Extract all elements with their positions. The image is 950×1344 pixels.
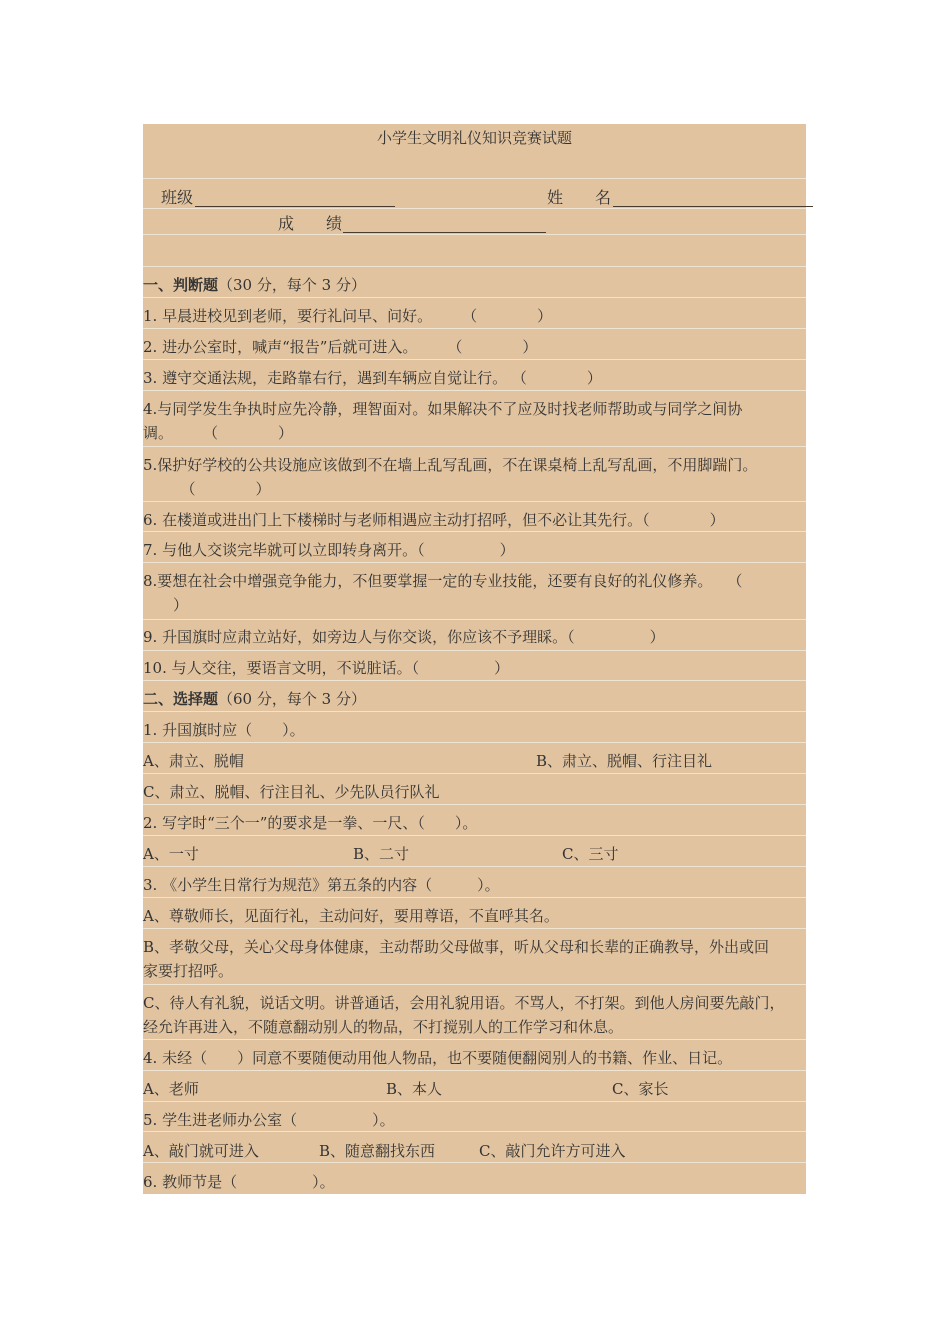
rule-line	[143, 680, 806, 681]
question-text: 1. 升国旗时应（ ）。	[143, 721, 305, 739]
option-text: B、肃立、脱帽、行注目礼	[536, 752, 713, 770]
question-text: （ ）	[143, 480, 271, 498]
option-text: A、肃立、脱帽	[143, 752, 244, 770]
option-text: C、三寸	[562, 845, 619, 863]
question-text: 1. 早晨进校见到老师，要行礼问早、问好。 （ ）	[143, 307, 553, 325]
rule-line	[143, 390, 806, 391]
rule-line	[143, 562, 806, 563]
rule-line	[143, 446, 806, 447]
rule-line	[143, 773, 806, 774]
class-label: 班级	[161, 188, 194, 207]
section-title: 一、判断题	[143, 276, 219, 294]
question-text: 8.要想在社会中增强竞争能力，不但要掌握一定的专业技能，还要有良好的礼仪修养。 （	[143, 572, 743, 590]
section-heading	[143, 689, 366, 709]
rule-line	[143, 1070, 806, 1071]
option-text: A、敲门就可进入	[143, 1142, 259, 1160]
option-text: B、孝敬父母，关心父母身体健康，主动帮助父母做事，听从父母和长辈的正确教导，外出或回	[143, 938, 770, 956]
question-text: 6. 教师节是（ ）。	[143, 1173, 335, 1191]
option-text: B、二寸	[353, 845, 410, 863]
rule-line	[143, 804, 806, 805]
name-input-line[interactable]	[613, 206, 813, 207]
rule-line	[143, 650, 806, 651]
option-text: A、一寸	[143, 845, 199, 863]
section-title: 二、选择题	[143, 690, 219, 708]
rule-line	[143, 928, 806, 929]
exam-sheet	[143, 124, 806, 1194]
rule-line	[143, 234, 806, 235]
score-label: 成 绩	[278, 214, 343, 233]
question-text: 4.与同学发生争执时应先冷静，理智面对。如果解决不了应及时找老师帮助或与同学之间协	[143, 400, 743, 418]
rule-line	[143, 897, 806, 898]
rule-line	[143, 619, 806, 620]
option-text: B、本人	[386, 1080, 443, 1098]
rule-line	[143, 297, 806, 298]
option-text: C、待人有礼貌，说话文明。讲普通话，会用礼貌用语。不骂人，不打架。到他人房间要先敲门，	[143, 994, 785, 1012]
section-note: （30 分，每个 3 分）	[218, 276, 366, 294]
option-text: C、肃立、脱帽、行注目礼、少先队员行队礼	[143, 783, 440, 801]
section-heading	[143, 275, 366, 295]
option-text: 经允许再进入，不随意翻动别人的物品，不打搅别人的工作学习和休息。	[143, 1018, 624, 1036]
option-text: A、老师	[143, 1080, 199, 1098]
question-text: 4. 未经（ ）同意不要随便动用他人物品，也不要随便翻阅别人的书籍、作业、日记。	[143, 1049, 733, 1067]
option-text: C、敲门允许方可进入	[479, 1142, 626, 1160]
rule-line	[143, 1162, 806, 1163]
question-text: 10. 与人交往，要语言文明，不说脏话。（ ）	[143, 659, 510, 677]
option-text: C、家长	[612, 1080, 669, 1098]
rule-line	[143, 1101, 806, 1102]
question-text: 调。 （ ）	[143, 424, 294, 442]
score-input-line[interactable]	[343, 232, 546, 233]
option-text: B、随意翻找东西	[319, 1142, 436, 1160]
question-text: 3. 《小学生日常行为规范》第五条的内容（ ）。	[143, 876, 500, 894]
question-text: 7. 与他人交谈完毕就可以立即转身离开。（ ）	[143, 541, 515, 559]
rule-line	[143, 1131, 806, 1132]
rule-line	[143, 1039, 806, 1040]
rule-line	[143, 866, 806, 867]
page-title: 小学生文明礼仪知识竞赛试题	[376, 129, 572, 147]
section-note: （60 分，每个 3 分）	[218, 690, 366, 708]
option-text: 家要打招呼。	[143, 962, 234, 980]
rule-line	[143, 742, 806, 743]
option-text: A、尊敬师长，见面行礼，主动问好，要用尊语，不直呼其名。	[143, 907, 559, 925]
rule-line	[143, 835, 806, 836]
question-text: 5.保护好学校的公共设施应该做到不在墙上乱写乱画，不在课桌椅上乱写乱画，不用脚踹门。	[143, 456, 758, 474]
rule-line	[143, 178, 806, 179]
rule-line	[143, 328, 806, 329]
rule-line	[143, 501, 806, 502]
rule-line	[143, 984, 806, 985]
rule-line	[143, 711, 806, 712]
name-label: 姓 名	[547, 188, 612, 207]
rule-line	[143, 531, 806, 532]
rule-line	[143, 266, 806, 267]
question-text: 2. 写字时“三个一”的要求是一拳、一尺、（ ）。	[143, 814, 478, 832]
question-text: 6. 在楼道或进出门上下楼梯时与老师相遇应主动打招呼，但不必让其先行。（ ）	[143, 511, 725, 529]
question-text: 3. 遵守交通法规，走路靠右行，遇到车辆应自觉让行。 （ ）	[143, 369, 602, 387]
question-text: 5. 学生进老师办公室（ ）。	[143, 1111, 395, 1129]
rule-line	[143, 208, 806, 209]
rule-line	[143, 359, 806, 360]
question-text: 2. 进办公室时，喊声“报告”后就可进入。 （ ）	[143, 338, 538, 356]
question-text: 9. 升国旗时应肃立站好，如旁边人与你交谈，你应该不予理睬。（ ）	[143, 628, 665, 646]
question-text: ）	[143, 596, 189, 614]
class-input-line[interactable]	[195, 206, 395, 207]
